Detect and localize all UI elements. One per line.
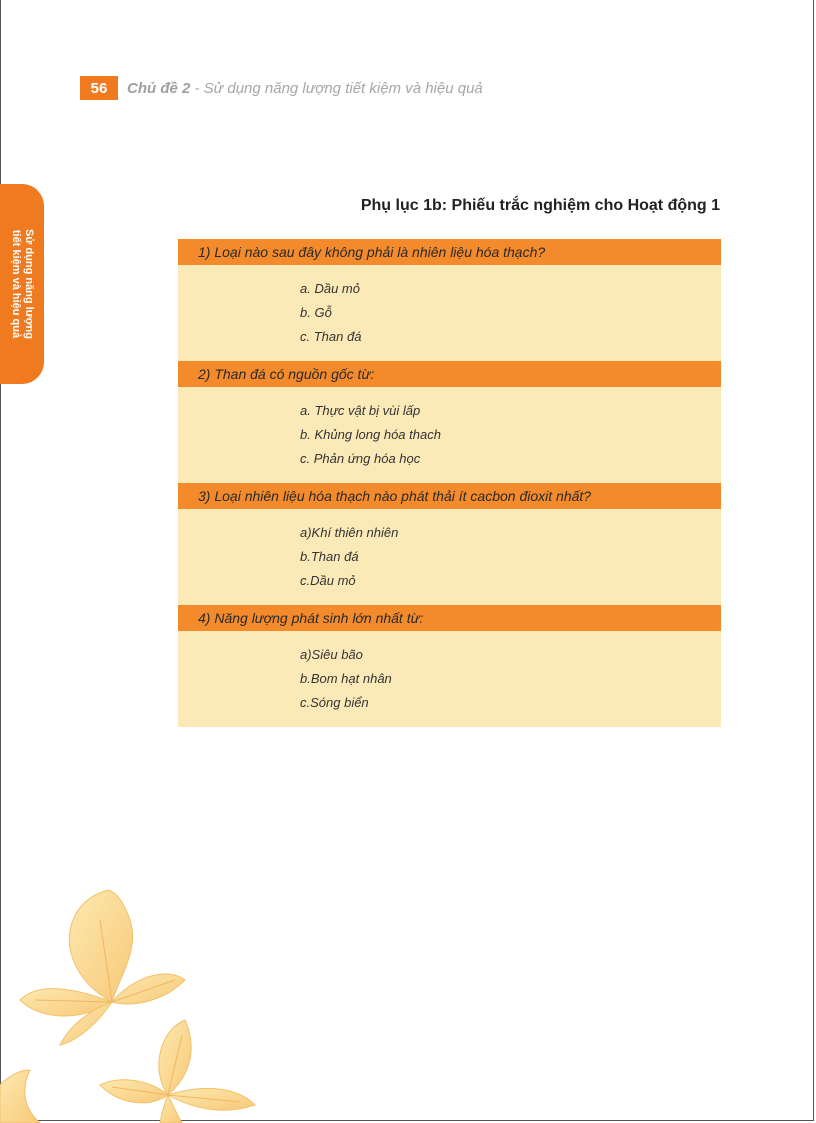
answer-option[interactable]: b. Gỗ <box>300 305 332 320</box>
option-list <box>178 509 721 605</box>
side-chapter-tab <box>0 184 44 384</box>
answer-option[interactable]: a)Siêu bão <box>300 647 363 662</box>
answer-option[interactable]: a)Khí thiên nhiên <box>300 525 399 540</box>
question-block-2 <box>178 361 721 483</box>
answer-option[interactable]: c.Dầu mỏ <box>300 573 356 588</box>
question-heading: 2) Than đá có nguồn gốc từ: <box>178 361 721 387</box>
answer-option[interactable]: a. Thực vật bị vùi lấp <box>300 403 421 418</box>
answer-option[interactable]: b. Khủng long hóa thach <box>300 427 441 442</box>
answer-option[interactable]: c. Phản ứng hóa học <box>300 451 421 466</box>
page-header <box>80 76 483 100</box>
topic-subtitle: - Sử dụng năng lượng tiết kiệm và hiệu quả <box>194 79 483 97</box>
answer-option[interactable]: b.Bom hạt nhân <box>300 671 392 686</box>
quiz-panel <box>178 239 721 727</box>
question-block-1 <box>178 239 721 361</box>
side-tab-line1: Sử dụng năng lượng <box>23 229 35 339</box>
leaf-icon <box>0 890 255 1123</box>
topic-label: Chủ đề 2 <box>127 79 191 97</box>
decorative-leaves-illustration <box>0 870 300 1123</box>
answer-option[interactable]: b.Than đá <box>300 549 359 564</box>
side-tab-text <box>0 184 44 384</box>
side-tab-line2: tiết kiệm và hiệu quả <box>10 229 22 339</box>
answer-option[interactable]: a. Dầu mỏ <box>300 281 360 296</box>
question-heading: 3) Loại nhiên liệu hóa thạch nào phát thải ít cacbon đioxit nhất? <box>178 483 721 509</box>
question-heading: 1) Loại nào sau đây không phải là nhiên liệu hóa thạch? <box>178 239 721 265</box>
page-number: 56 <box>80 76 118 100</box>
question-block-4 <box>178 605 721 727</box>
answer-option[interactable]: c. Than đá <box>300 329 362 344</box>
answer-option[interactable]: c.Sóng biển <box>300 695 369 710</box>
option-list <box>178 631 721 727</box>
option-list <box>178 265 721 361</box>
option-list <box>178 387 721 483</box>
page-title: Phụ lục 1b: Phiếu trắc nghiệm cho Hoạt động 1 <box>360 197 720 214</box>
question-block-3 <box>178 483 721 605</box>
chapter-topic <box>127 80 483 97</box>
question-heading: 4) Năng lượng phát sinh lớn nhất từ: <box>178 605 721 631</box>
